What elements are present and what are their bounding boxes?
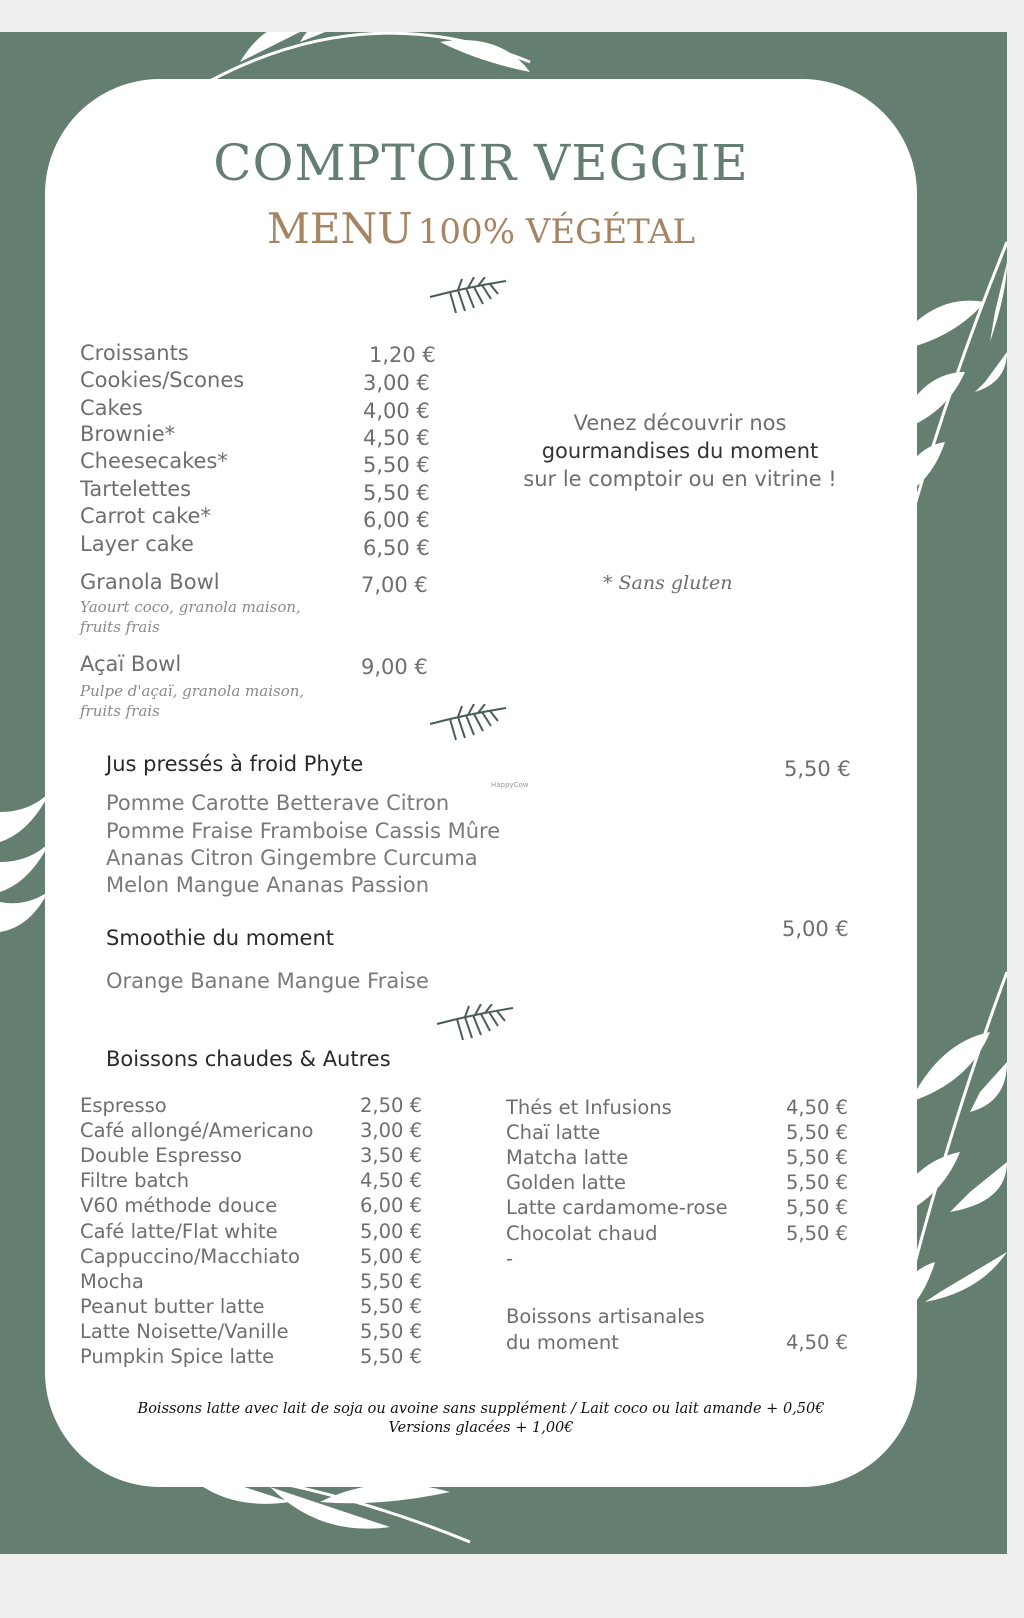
menu-item-price: 6,50 € (363, 536, 430, 560)
hot-drink-name: Chaï latte (506, 1121, 601, 1145)
juice-item: Ananas Citron Gingembre Curcuma (106, 846, 478, 870)
menu-item-price: 4,50 € (363, 426, 430, 450)
hot-drink-price: 5,50 € (360, 1269, 423, 1293)
hot-drink-name: Golden latte (506, 1171, 627, 1195)
promo-line: Venez découvrir nos (573, 411, 787, 435)
bowl-description-line: fruits frais (80, 702, 160, 720)
promo-line-highlight (480, 437, 880, 465)
juice-price: 5,50 € (784, 757, 851, 781)
bowl-description-line: Yaourt coco, granola maison, (80, 598, 301, 616)
hot-drink-name: Matcha latte (506, 1146, 629, 1170)
hot-drink-price: 3,50 € (360, 1144, 423, 1168)
menu-item-name: Brownie* (80, 422, 176, 446)
bowl-description (80, 597, 301, 637)
menu-item-price: 1,20 € (369, 343, 436, 367)
artisan-drinks-label: du moment (506, 1331, 619, 1354)
hot-drink-price: 4,50 € (360, 1169, 423, 1193)
menu-item-name: Cakes (80, 396, 143, 420)
menu-item-price: 5,50 € (363, 481, 430, 505)
hot-drink-price: 5,50 € (786, 1171, 849, 1195)
watermark: HappyCow (491, 781, 529, 789)
juice-item: Pomme Fraise Framboise Cassis Mûre (106, 819, 501, 843)
menu-item-price: 3,00 € (363, 371, 430, 395)
hot-drink-name: V60 méthode douce (80, 1194, 278, 1218)
hot-drink-name: Latte cardamome-rose (506, 1196, 728, 1220)
hot-drink-name: Chocolat chaud (506, 1221, 658, 1245)
hot-drink-price: 5,50 € (360, 1345, 423, 1368)
hot-drink-name: Filtre batch (80, 1169, 190, 1193)
hot-drink-price: 5,50 € (786, 1121, 849, 1145)
hot-drink-price: 5,50 € (786, 1221, 849, 1245)
hot-drink-name: Latte Noisette/Vanille (80, 1319, 289, 1343)
fern-divider-icon (428, 704, 508, 746)
hot-drink-name: Thés et Infusions (506, 1096, 672, 1119)
palm-leaf-left-icon (0, 792, 50, 942)
smoothie-section-title: Smoothie du moment (106, 926, 334, 950)
footnote-line: Versions glacées + 1,00€ (388, 1420, 574, 1436)
menu-item-price: 5,50 € (363, 453, 430, 477)
artisan-drinks-price: 4,50 € (786, 1331, 849, 1354)
menu-item-name: Carrot cake* (80, 504, 211, 528)
menu-item-name: Tartelettes (80, 477, 192, 501)
hot-drink-price: 5,50 € (360, 1294, 423, 1318)
hot-drink-name: Double Espresso (80, 1144, 242, 1168)
hot-drink-name: Pumpkin Spice latte (80, 1345, 275, 1368)
fern-divider-icon (428, 277, 508, 319)
bowl-price: 9,00 € (361, 655, 428, 679)
menu-item-name: Croissants (80, 341, 189, 365)
bowl-description-line: fruits frais (80, 618, 160, 636)
bowl-description (80, 681, 304, 721)
promo-highlight: gourmandises du moment (541, 439, 819, 463)
hot-drinks-section-title: Boissons chaudes & Autres (106, 1047, 391, 1071)
promo-line: sur le comptoir ou en vitrine ! (523, 467, 837, 491)
smoothie-item: Orange Banane Mangue Fraise (106, 969, 429, 993)
hot-drink-name: Peanut butter latte (80, 1294, 265, 1318)
hot-drink-price: 5,00 € (360, 1244, 423, 1268)
hot-drink-name: Cappuccino/Macchiato (80, 1244, 300, 1268)
menu-item-name: Cheesecakes* (80, 449, 228, 473)
promo-text (480, 409, 880, 493)
smoothie-price: 5,00 € (782, 917, 849, 941)
juice-item: Pomme Carotte Betterave Citron (106, 791, 450, 815)
menu-item-name: Layer cake (80, 532, 194, 556)
bowl-name: Açaï Bowl (80, 652, 182, 676)
bowl-name: Granola Bowl (80, 570, 220, 594)
artisan-drinks-label: Boissons artisanales (506, 1305, 705, 1328)
hot-drink-name: Espresso (80, 1094, 167, 1117)
subtitle-menu: MENU (266, 204, 413, 253)
menu-item-name: Cookies/Scones (80, 368, 245, 392)
menu-item-price: 4,00 € (363, 399, 430, 423)
gluten-free-note: * Sans gluten (603, 572, 733, 594)
hot-drink-name: Café latte/Flat white (80, 1219, 278, 1243)
footnote (45, 1400, 917, 1438)
page-subtitle (45, 204, 917, 253)
hot-drink-price: 4,50 € (786, 1096, 849, 1119)
bowl-price: 7,00 € (361, 573, 428, 597)
hot-drink-price: 3,00 € (360, 1119, 423, 1143)
subtitle-vegetal: 100% VÉGÉTAL (417, 212, 696, 252)
hot-drink-name: Mocha (80, 1269, 144, 1293)
hot-drink-price: 5,50 € (786, 1146, 849, 1170)
menu-card (45, 79, 917, 1487)
fern-divider-icon (435, 1004, 515, 1046)
hot-drink-name: - (506, 1246, 514, 1270)
menu-item-price: 6,00 € (363, 508, 430, 532)
juice-section-title: Jus pressés à froid Phyte (106, 752, 364, 776)
hot-drink-price: 5,50 € (360, 1319, 423, 1343)
juice-item: Melon Mangue Ananas Passion (106, 873, 430, 897)
hot-drink-price: 6,00 € (360, 1194, 423, 1218)
bowl-description-line: Pulpe d'açaï, granola maison, (80, 682, 305, 700)
hot-drink-price: 2,50 € (360, 1094, 423, 1117)
page-title: COMPTOIR VEGGIE (213, 134, 749, 192)
hot-drink-name: Café allongé/Americano (80, 1119, 314, 1143)
hot-drink-price: 5,00 € (360, 1219, 423, 1243)
footnote-line: Boissons latte avec lait de soja ou avoine sans supplément / Lait coco ou lait amande + 0,50€ (137, 1401, 825, 1417)
hot-drink-price: 5,50 € (786, 1196, 849, 1220)
